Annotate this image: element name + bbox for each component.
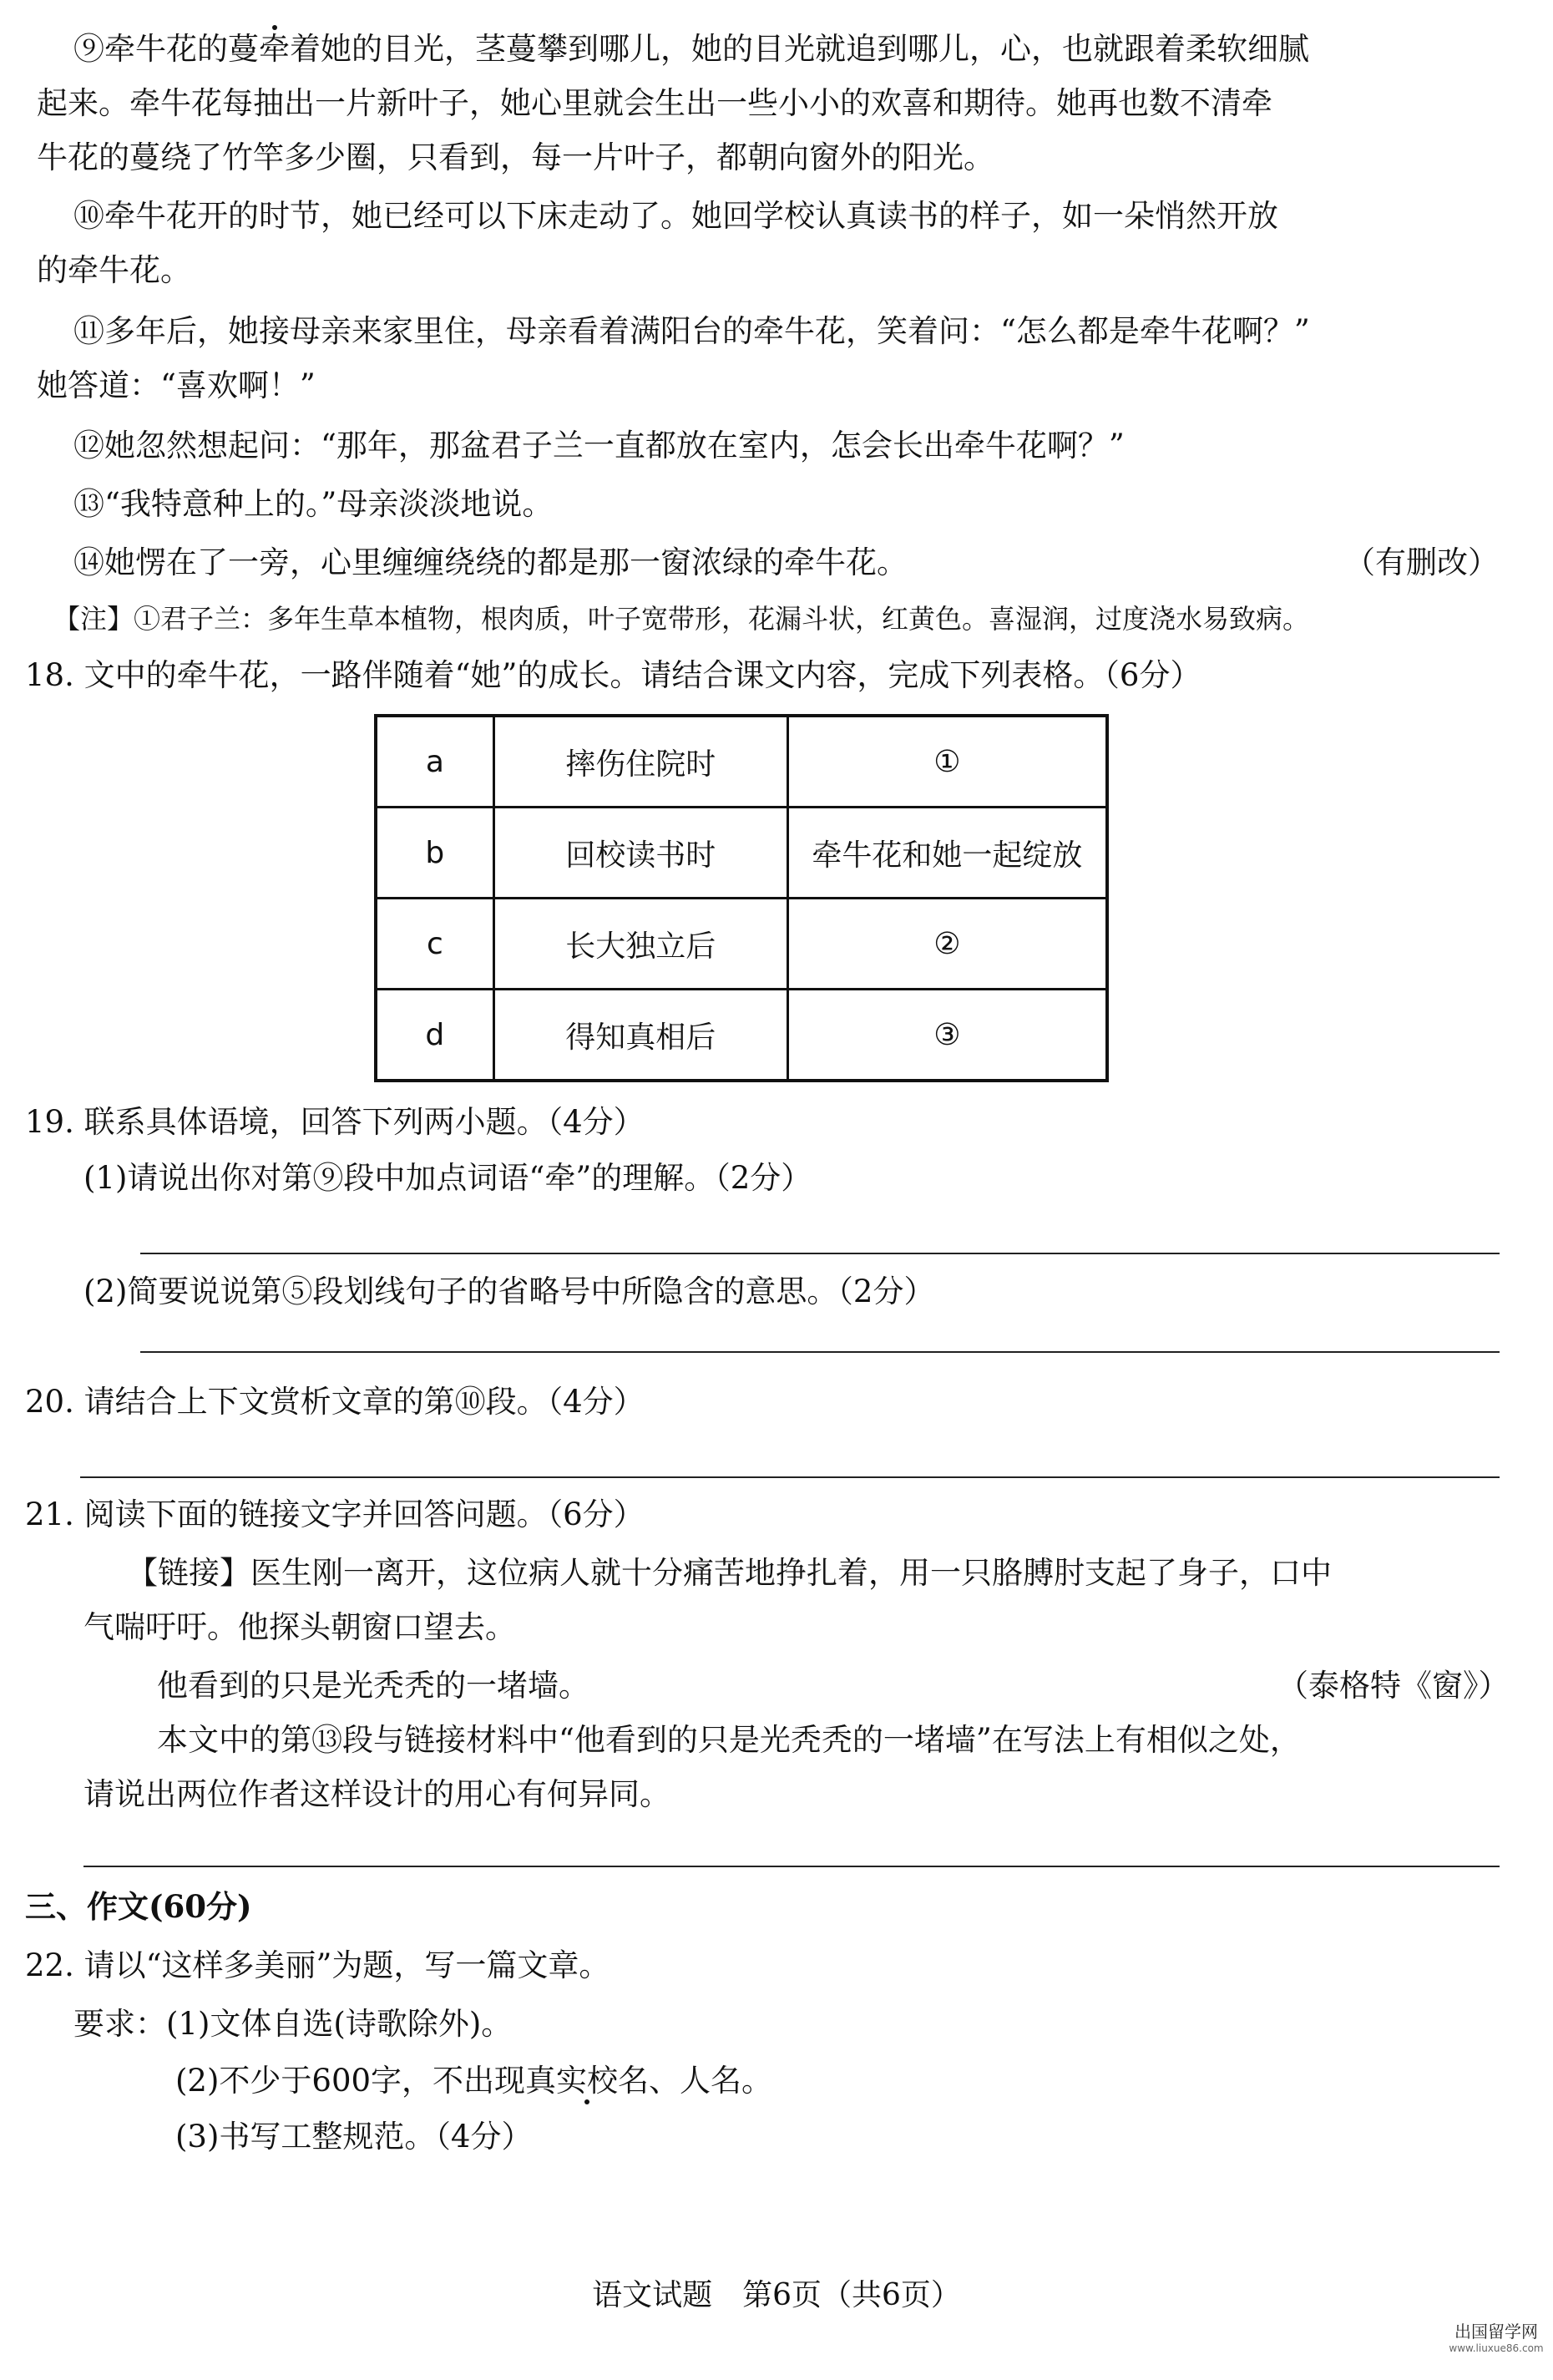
edit-note: （有删改） [1344,544,1499,580]
row-answer: 牵牛花和她一起绽放 [787,808,1107,899]
watermark-logo [1446,2322,1546,2370]
link-text-line-3: 他看到的只是光秃秃的一堵墙。 [157,1668,589,1704]
row-label: a [376,716,493,808]
row-label: c [376,899,493,990]
section-3-title: 三、作文(60分) [25,1888,252,1925]
row-answer[interactable]: ② [787,899,1107,990]
question-22-title: 22. 请以“这样多美丽”为题，写一篇文章。 [25,1947,610,1983]
link-text-line-2: 气喘吁吁。他探头朝窗口望去。 [83,1609,516,1645]
question-19-sub-2: (2)简要说说第⑤段划线句子的省略号中所隐含的意思。（2分） [83,1274,935,1309]
link-source: （泰格特《窗》） [1277,1668,1510,1704]
row-stage: 摔伤住院时 [493,716,787,808]
answer-line-21[interactable] [83,1866,1500,1867]
question-21-prompt-line-2: 请说出两位作者这样设计的用心有何异同。 [83,1776,670,1812]
page-footer: 语文试题 第6页（共6页） [592,2278,961,2312]
annotation-note: 【注】①君子兰：多年生草本植物，根肉质，叶子宽带形，花漏斗状，红黄色。喜湿润，过度浇水易致病。 [53,603,1310,635]
question-19-sub-1: (1)请说出你对第⑨段中加点词语“牵”的理解。（2分） [83,1160,812,1196]
question-19-title: 19. 联系具体语境，回答下列两小题。（4分） [25,1104,645,1140]
logo-name: 出国留学网 [1454,2322,1538,2342]
link-text-line-1: 【链接】医生刚一离开，这位病人就十分痛苦地挣扎着，用一只胳膊肘支起了身子，口中 [127,1555,1332,1591]
paragraph-9-line-1: ⑨牵牛花的蔓牵着她的目光，茎蔓攀到哪儿，她的目光就追到哪儿，心，也就跟着柔软细腻 [73,31,1309,67]
question-21-title: 21. 阅读下面的链接文字并回答问题。（6分） [25,1496,645,1532]
requirement-1: 要求：(1)文体自选(诗歌除外)。 [73,2006,513,2042]
row-stage: 长大独立后 [493,899,787,990]
answer-line-19-2[interactable] [140,1351,1500,1353]
answer-line-19-1[interactable] [140,1253,1500,1254]
dotted-emphasis: 不出现真实校名、人名 [433,2063,742,2099]
row-answer[interactable]: ① [787,716,1107,808]
row-label: b [376,808,493,899]
paragraph-11-line-1: ⑪多年后，她接母亲来家里住，母亲看着满阳台的牵牛花，笑着问：“怎么都是牵牛花啊？” [73,313,1310,349]
question-20-title: 20. 请结合上下文赏析文章的第⑩段。（4分） [25,1384,645,1420]
question-21-prompt-line-1: 本文中的第⑬段与链接材料中“他看到的只是光秃秃的一堵墙”在写法上有相似之处， [157,1722,1301,1758]
row-answer[interactable]: ③ [787,990,1107,1081]
paragraph-9-line-3: 牛花的蔓绕了竹竿多少圈，只看到，每一片叶子，都朝向窗外的阳光。 [37,139,994,175]
paragraph-13: ⑬“我特意种上的。”母亲淡淡地说。 [73,486,554,522]
paragraph-11-line-2: 她答道：“喜欢啊！” [37,367,316,403]
requirement-3: (3)书写工整规范。（4分） [175,2119,533,2155]
paragraph-10-line-2: 的牵牛花。 [37,252,191,288]
row-label: d [376,990,493,1081]
table-row [376,899,1107,990]
dotted-word-qian: 牵 [259,31,290,67]
table-row [376,990,1107,1081]
row-stage: 回校读书时 [493,808,787,899]
answer-line-20[interactable] [80,1476,1500,1478]
question-18-title: 18. 文中的牵牛花，一路伴随着“她”的成长。请结合课文内容，完成下列表格。（6分） [25,657,1201,693]
requirement-2: (2)不少于600字，不出现真实校名、人名。 [175,2063,773,2099]
paragraph-12: ⑫她忽然想起问：“那年，那盆君子兰一直都放在室内，怎会长出牵牛花啊？” [73,428,1125,463]
paragraph-9-line-2: 起来。牵牛花每抽出一片新叶子，她心里就会生出一些小小的欢喜和期待。她再也数不清牵 [37,85,1272,121]
logo-url: www.liuxue86.com [1449,2342,1544,2354]
row-stage: 得知真相后 [493,990,787,1081]
table-row [376,808,1107,899]
paragraph-10-line-1: ⑩牵牛花开的时节，她已经可以下床走动了。她回学校认真读书的样子，如一朵悄然开放 [73,198,1278,234]
table-row [376,716,1107,808]
paragraph-14: ⑭她愣在了一旁，心里缠缠绕绕的都是那一窗浓绿的牵牛花。 [73,544,908,580]
answer-table [374,714,1109,1082]
